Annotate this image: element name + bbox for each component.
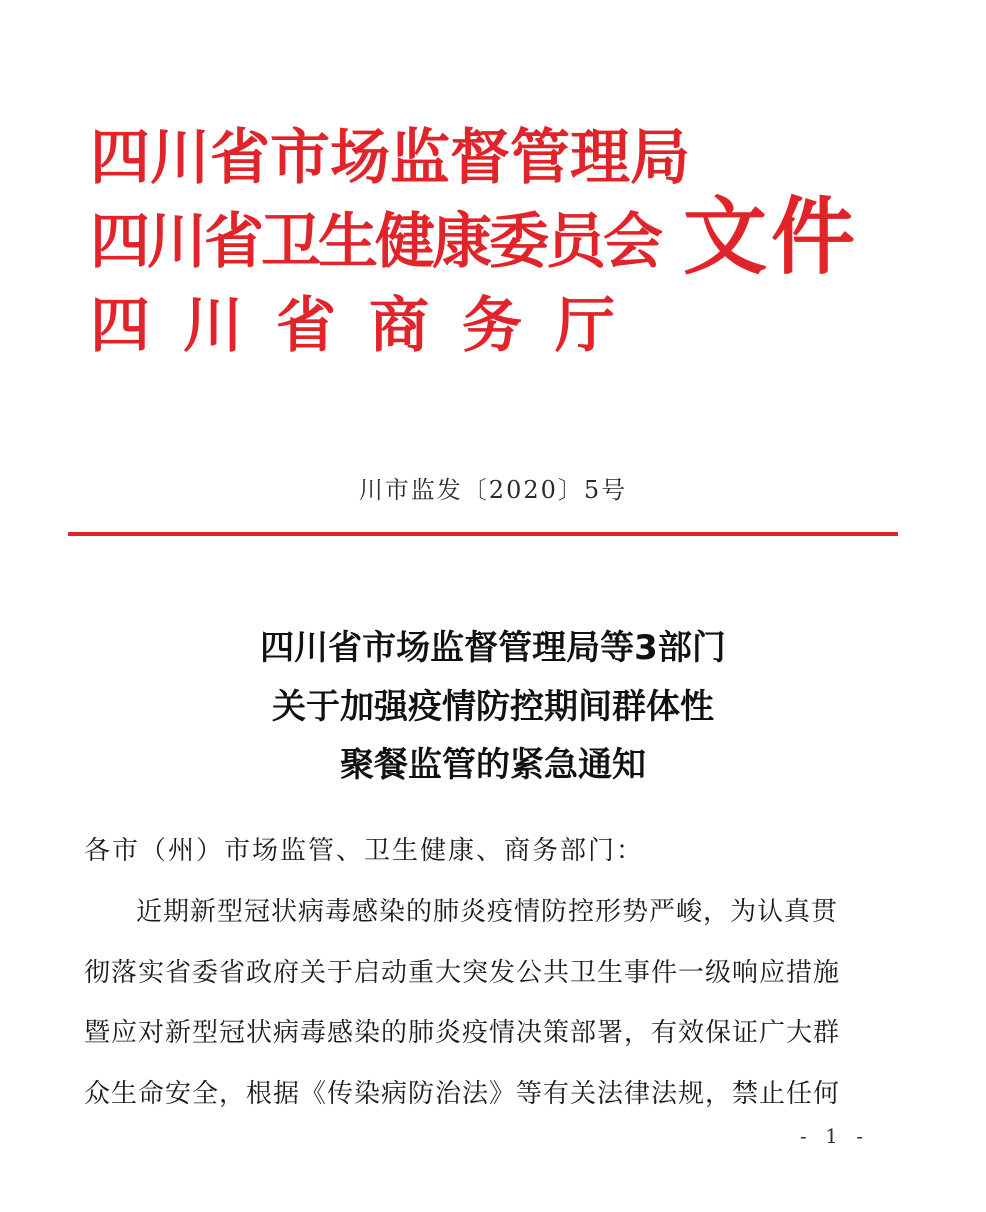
- page-number: - 1 -: [800, 1124, 869, 1148]
- document-number: 川市监发〔2020〕5号: [358, 476, 628, 504]
- body-line-4: 众生命安全，根据《传染病防治法》等有关法律法规，禁止任何: [84, 1079, 841, 1109]
- issuer-health-commission: 四川省卫生健康委员会: [90, 207, 660, 277]
- red-divider: [68, 532, 898, 536]
- salutation: 各市（州）市场监管、卫生健康、商务部门：: [84, 836, 645, 866]
- body-line-3: 暨应对新型冠状病毒感染的肺炎疫情决策部署，有效保证广大群: [84, 1018, 841, 1048]
- document-title-line-3: 聚餐监管的紧急通知: [340, 745, 646, 785]
- issuer-commerce-department: 四川省商务厅: [90, 291, 648, 361]
- issuer-market-supervision: 四川省市场监督管理局: [90, 123, 690, 193]
- document-type-label: 文件: [683, 188, 860, 286]
- body-line-2: 彻落实省委省政府关于启动重大突发公共卫生事件一级响应措施: [84, 958, 841, 988]
- document-title-line-1: 四川省市场监督管理局等3部门: [260, 628, 726, 668]
- body-line-1: 近期新型冠状病毒感染的肺炎疫情防控形势严峻，为认真贯: [136, 897, 839, 927]
- document-title-line-2: 关于加强疫情防控期间群体性: [272, 687, 714, 727]
